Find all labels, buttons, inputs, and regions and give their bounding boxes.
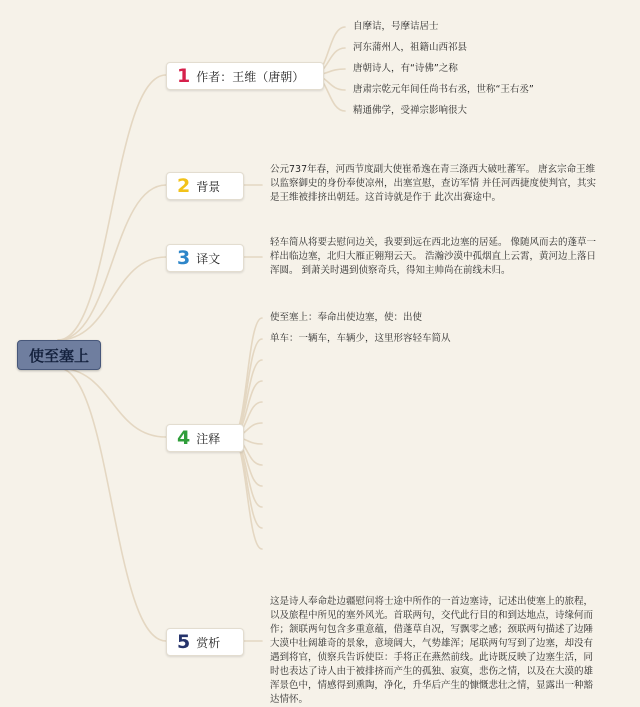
root-title: 使至塞上 xyxy=(28,346,89,365)
branch-label: 赏析 xyxy=(196,635,221,650)
branch-number: 4 xyxy=(177,427,191,449)
branch-label: 作者：王维（唐朝） xyxy=(196,69,305,84)
root-connector xyxy=(58,257,166,340)
translation-text: 轻车简从将要去慰问边关，我要到远在西北边塞的居延。 像随风而去的蓬草一样出临边塞，北归大雁正翱翔云天。 浩瀚沙漠中孤烟直上云霄，黄河边上落日浑圆。 到萧关时遇到侦察奇兵，得知主帅尚在前线未归。 xyxy=(270,237,597,276)
author-item: 河东蒲州人，祖籍山西祁县 xyxy=(353,42,468,53)
leaf-connector xyxy=(232,437,262,549)
branch-label: 背景 xyxy=(196,179,221,194)
author-item: 精通佛学，受禅宗影响很大 xyxy=(353,105,468,116)
appreciation-text: 这是诗人奉命赴边疆慰问将士途中所作的一首边塞诗，记述出使塞上的旅程，以及旅程中所见的塞外风光。首联两句，交代此行目的和到达地点，诗缘何而作；颔联两句包含多重意蕴，借蓬草自况，写飘零之感；颈联两句描述了边陲大漠中壮阔雄奇的景象，意境阔大，气势雄浑；尾联两句写到了边塞，却没有遇到将官，侦察兵告诉使臣：手将正在燕然前线。此诗既反映了边塞生活，同时也表达了诗人由于被排挤而产生的孤独、寂寞，悲伤之情，以及在大漠的雄浑景色中，情感得到熏陶，净化，升华后产生的慷慨悲壮之情，显露出一种豁达情怀。 xyxy=(270,596,594,705)
branch-appreciation[interactable] xyxy=(166,628,244,656)
root-connector xyxy=(58,75,166,340)
author-item: 自摩诘，号摩诘居士 xyxy=(353,21,439,32)
branch-label: 注释 xyxy=(196,431,221,446)
branch-background[interactable] xyxy=(166,172,244,200)
branch-label: 译文 xyxy=(196,251,221,266)
branch-number: 3 xyxy=(177,247,191,269)
branch-number: 1 xyxy=(177,65,191,87)
background-text: 公元737年春，河西节度副大使崔希逸在青三涤西大破吐蕃军。 唐玄宗命王维以监察御史的身份奉使凉州，出塞宣慰，查访军情 并任河西捷度使判官，其实是王维被排挤出朝廷。这首诗就是作于 此次出赛途中。 xyxy=(270,164,597,203)
branch-number: 2 xyxy=(177,175,191,197)
root-connector xyxy=(58,368,166,641)
author-item: 唐肃宗乾元年间任尚书右丞，世称“王右丞” xyxy=(353,84,534,95)
leaf-connector xyxy=(232,339,262,437)
branch-translation[interactable] xyxy=(166,244,244,272)
branch-author[interactable] xyxy=(166,62,324,90)
author-item: 唐朝诗人，有“诗佛”之称 xyxy=(353,63,458,74)
root-node[interactable] xyxy=(17,340,101,370)
branch-notes[interactable] xyxy=(166,424,244,452)
branch-number: 5 xyxy=(177,631,191,653)
notes-item: 单车：一辆车，车辆少，这里形容轻车简从 xyxy=(270,333,451,344)
notes-item: 使至塞上：奉命出使边塞，使：出使 xyxy=(270,312,423,323)
